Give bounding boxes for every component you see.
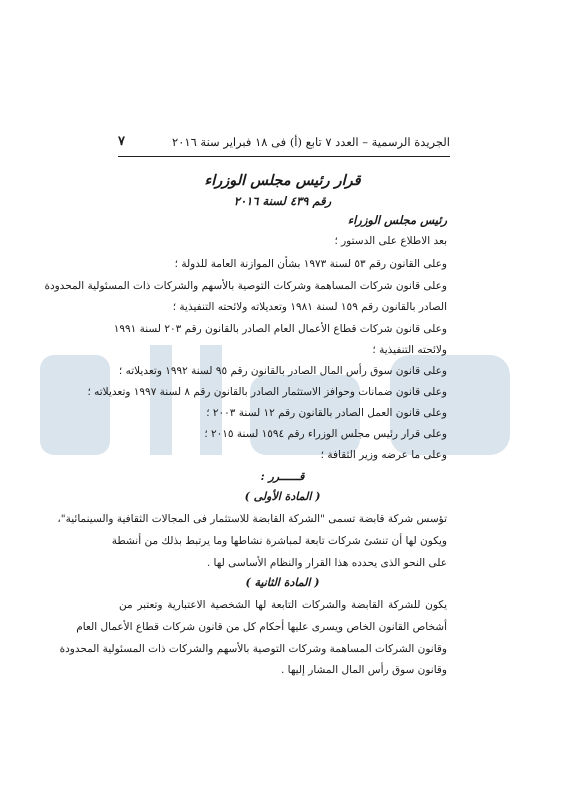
preamble-line: وعلى القانون رقم ٥٣ لسنة ١٩٧٣ بشأن الموازنة العامة للدولة ؛ <box>174 258 447 270</box>
article-2-line: وقانون الشركات المساهمة وشركات التوصية بالأسهم والشركات ذات المسئولية المحدودة <box>59 643 447 655</box>
article-2-heading: ( المادة الثانية ) <box>245 576 320 589</box>
header-divider <box>118 156 450 157</box>
article-1-line: ويكون لها أن تنشئ شركات تابعة لمباشرة نشاطها وما يرتبط بذلك من أنشطة <box>111 535 447 547</box>
decree-number: رقم ٤٣٩ لسنة ٢٠١٦ <box>233 194 332 208</box>
preamble-line: وعلى قانون ضمانات وحوافز الاستثمار الصادر بالقانون رقم ٨ لسنة ١٩٩٧ وتعديلاته ؛ <box>87 386 447 398</box>
header-text: الجريدة الرسمية – العدد ٧ تابع (أ) فى ١٨ فبراير سنة ٢٠١٦ <box>172 135 450 149</box>
newspaper-watermark-logo <box>30 335 530 465</box>
preamble-line: بعد الاطلاع على الدستور ؛ <box>334 235 447 247</box>
preamble-line: ولائحته التنفيذية ؛ <box>372 344 447 356</box>
decree-title: قرار رئيس مجلس الوزراء <box>204 172 361 189</box>
preamble-line: الصادر بالقانون رقم ١٥٩ لسنة ١٩٨١ وتعديلاته ولائحته التنفيذية ؛ <box>172 301 447 313</box>
preamble-line: وعلى قانون شركات قطاع الأعمال العام الصادر بالقانون رقم ٢٠٣ لسنة ١٩٩١ <box>113 323 447 335</box>
gazette-header <box>118 134 450 150</box>
article-1-heading: ( المادة الأولى ) <box>244 490 321 503</box>
article-1-line: على النحو الذى يحدده هذا القرار والنظام الأساسى لها . <box>206 557 447 569</box>
preamble-line: وعلى قانون العمل الصادر بالقانون رقم ١٢ لسنة ٢٠٠٣ ؛ <box>206 407 447 419</box>
decree-issuer: رئيس مجلس الوزراء <box>347 213 447 227</box>
page-number: ٧ <box>118 134 125 149</box>
preamble-line: وعلى ما عرضه وزير الثقافة ؛ <box>320 449 447 461</box>
article-2-line: أشخاص القانون الخاص ويسرى عليها أحكام كل من قانون شركات قطاع الأعمال العام <box>76 621 447 633</box>
article-1-line: تؤسس شركة قابضة تسمى "الشركة القابضة للاستثمار فى المجالات الثقافية والسينمائية"، <box>57 513 447 525</box>
preamble-line: وعلى قرار رئيس مجلس الوزراء رقم ١٥٩٤ لسنة ٢٠١٥ ؛ <box>204 428 447 440</box>
article-2-line: وقانون سوق رأس المال المشار إليها . <box>280 664 447 676</box>
preamble-line: وعلى قانون سوق رأس المال الصادر بالقانون رقم ٩٥ لسنة ١٩٩٢ وتعديلاته ؛ <box>118 365 447 377</box>
decided-heading: قــــــرر : <box>260 470 305 483</box>
preamble-line: وعلى قانون شركات المساهمة وشركات التوصية بالأسهم والشركات ذات المسئولية المحدودة <box>44 280 447 292</box>
article-2-line: يكون للشركة القابضة والشركات التابعة لها الشخصية الاعتبارية وتعتبر من <box>119 599 447 611</box>
